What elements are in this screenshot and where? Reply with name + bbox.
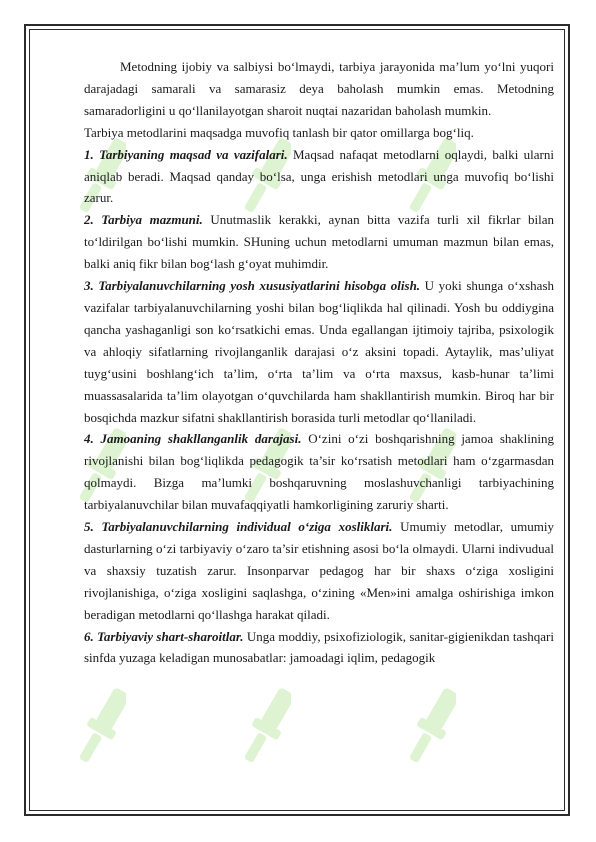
factor-heading: 5. Tarbiyalanuvchilarning individual o‘ziga xosliklari. xyxy=(84,519,393,535)
factor-heading: 4. Jamoaning shakllanganlik darajasi. xyxy=(84,431,302,447)
watermark-logo-icon xyxy=(80,680,126,772)
factors-intro-paragraph: Tarbiya metodlarini maqsadga muvofiq tanlash bir qator omillarga bog‘liq. xyxy=(84,124,474,140)
factor-paragraph xyxy=(84,275,554,428)
factor-paragraph xyxy=(84,516,554,626)
watermark-logo-icon xyxy=(410,680,456,772)
factor-text: Maqsad nafaqat metodlarni oqlaydi, balki ularni aniqlab beradi. Maqsad qanday bo‘lsa, unga erishish metodlari unga muvofiq bo‘lishi zarur. xyxy=(84,146,554,206)
factor-heading: 1. Tarbiyaning maqsad va vazifalari. xyxy=(84,146,288,162)
watermark-logo-icon xyxy=(245,680,291,772)
factor-text: Umumiy metodlar, umumiy dasturlarning o‘zi tarbiyaviy o‘zaro ta’sir etishning asosi bo‘la olmaydi. Ularni indivudual va shaxsiy tuzatish zarur. Insonparvar pedagog har bir shaxs o‘ziga xosligini rivojlanishiga, o‘ziga xosligini saqlashga, o‘zining «Men»ini amalga oshirishiga imkon beradigan metodlarni qo‘llashga harakat qiladi. xyxy=(84,519,554,622)
factor-heading: 6. Tarbiyaviy shart-sharoitlar. xyxy=(84,628,244,644)
factor-paragraph xyxy=(84,209,554,275)
factor-text: Unga moddiy, psixofiziologik, sanitar-gigienikdan tashqari sinfda yuzaga keladigan munosabatlar: jamoadagi iqlim, pedagogik xyxy=(84,628,554,666)
document-body xyxy=(84,56,554,669)
intro-paragraph: Metodning ijobiy va salbiysi bo‘lmaydi, tarbiya jarayonida ma’lum yo‘lni yuqori darajadagi samarali va samarasiz deya baholash mumkin emas. Metodning samaradorligini u qo‘llanilayotgan sharoit nuqtai nazaridan baholash mumkin. xyxy=(84,59,554,118)
factor-heading: 2. Tarbiya mazmuni. xyxy=(84,212,203,228)
factor-paragraph xyxy=(84,144,554,210)
factor-paragraph xyxy=(84,428,554,516)
factor-heading: 3. Tarbiyalanuvchilarning yosh xususiyatlarini hisobga olish. xyxy=(84,278,421,294)
factor-text: Unutmaslik kerakki, aynan bitta vazifa turli xil fikrlar bilan to‘ldirilgan bo‘lishi mumkin. SHuning uchun metodlarni umuman mazmun bilan emas, balki aniq fikr bilan bog‘lash g‘oyat muhimdir. xyxy=(84,212,555,272)
factor-text: O‘zini o‘zi boshqarishning jamoa shaklining rivojlanishi bilan bog‘liqlikda pedagogik ta’sir ko‘rsatish metodlari ham o‘zgarmasdan qolmaydi. Bizga ma’lumki boshqaruvning moslashuvchanligi tarbiyachining tarbiyalanuvchilar bilan muvafaqqiyatli hamkorligining zaruriy sharti. xyxy=(84,431,554,513)
factor-paragraph xyxy=(84,626,554,670)
factor-text: U yoki shunga o‘xshash vazifalar tarbiyalanuvchilarning yoshi bilan bog‘liqlikda hal qilinadi. Yosh bu oddiygina qancha yashaganligi son ko‘rsatkichi emas. Unda egallangan ijtimoiy tajriba, psixologik va ahloqiy sifatlarning rivojlanganlik darajasi o‘z aksini topadi. Aytaylik, mas’uliyat tuyg‘usini boshlang‘ich ta’lim, o‘rta ta’lim va o‘rta maxsus, kasb-hunar ta’limi muassasalarida ta’lim olayotgan o‘quvchilarda ham shakllantirish mumkin. Biroq har bir bosqichda mazkur sifatni shakllantirish borasida turli metodlar qo‘llaniladi. xyxy=(84,278,555,425)
